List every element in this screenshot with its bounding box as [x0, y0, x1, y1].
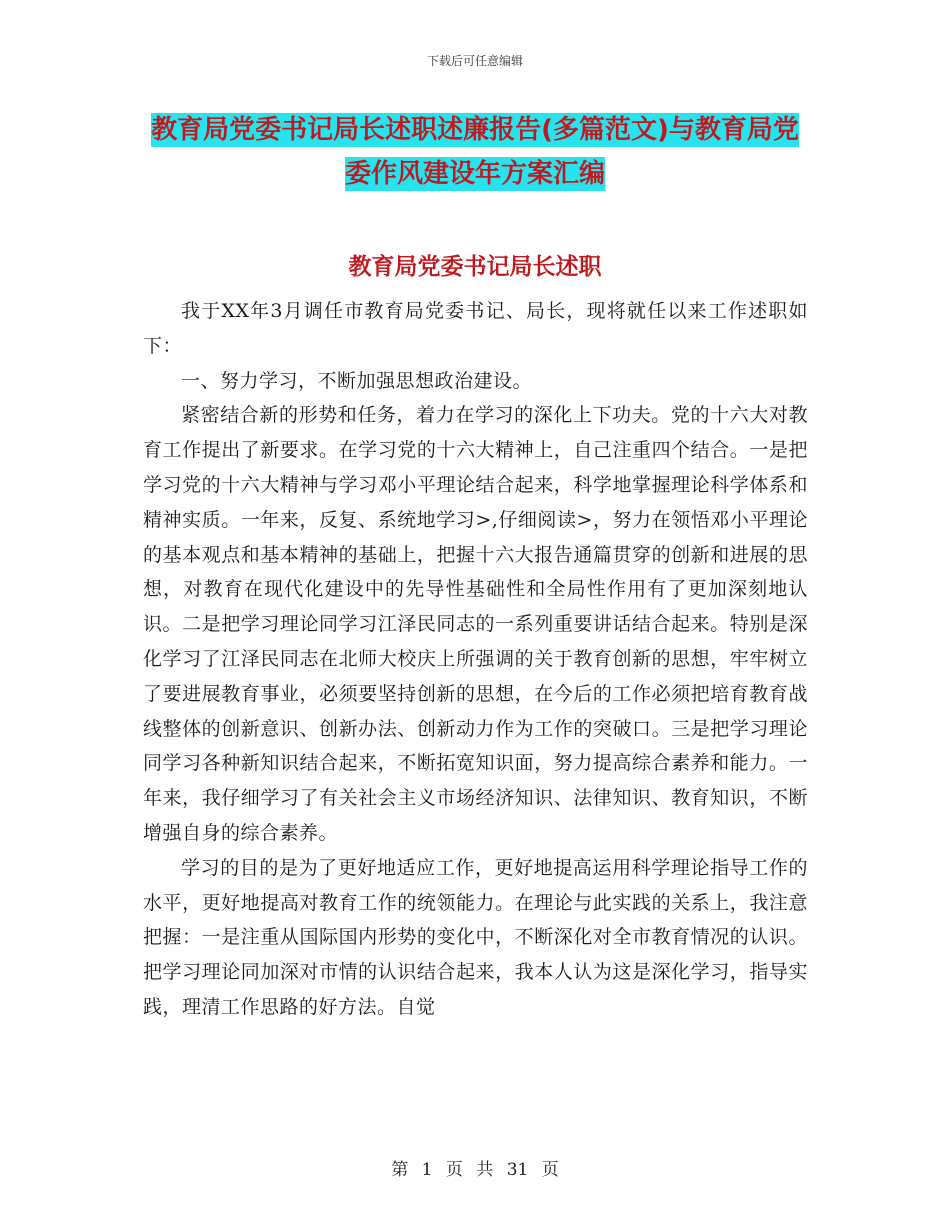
footer-page-unit: 页 [445, 1160, 463, 1180]
paragraph: 我于XX年3月调任市教育局党委书记、局长，现将就任以来工作述职如下： [143, 300, 808, 357]
paragraph: 学习的目的是为了更好地适应工作，更好地提高运用科学理论指导工作的水平，更好地提高对教育工作的统领能力。在理论与此实践的关系上，我注意把握：一是注重从国际国内形势的变化中，不断深化对全市教育情况的认识。把学习理论同加深对市情的认识结合起来，我本人认为这是深化学习，指导实践，理清工作思路的好方法。自觉 [143, 856, 808, 1018]
section-title: 教育局党委书记局长述职 [348, 254, 602, 280]
header-note: 下载后可任意编辑 [426, 54, 523, 68]
body-text [143, 294, 808, 1025]
page-number: 1 [421, 1160, 433, 1180]
footer-total-prefix: 共 [476, 1160, 494, 1180]
paragraph: 紧密结合新的形势和任务，着力在学习的深化上下功夫。党的十六大对教育工作提出了新要求。在学习党的十六大精神上，自己注重四个结合。一是把学习党的十六大精神与学习邓小平理论结合起来，科学地掌握理论科学体系和精神实质。一年来，反复、系统地学习>,仔细阅读>，努力在领悟邓小平理论的基本观点和基本精神的基础上，把握十六大报告通篇贯穿的创新和进展的思想，对教育在现代化建设中的先导性基础性和全局性作用有了更加深刻地认识。二是把学习理论同学习江泽民同志的一系列重要讲话结合起来。特别是深化学习了江泽民同志在北师大校庆上所强调的关于教育创新的思想，牢牢树立了要进展教育事业，必须要坚持创新的思想，在今后的工作必须把培育教育战线整体的创新意识、创新办法、创新动力作为工作的突破口。三是把学习理论同学习各种新知识结合起来，不断拓宽知识面，努力提高综合素养和能力。一年来，我仔细学习了有关社会主义市场经济知识、法律知识、教育知识，不断增强自身的综合素养。 [143, 404, 808, 844]
document-title [150, 108, 800, 196]
paragraph: 一、努力学习，不断加强思想政治建设。 [181, 369, 533, 392]
footer-prefix: 第 [391, 1160, 409, 1180]
total-pages: 31 [506, 1160, 529, 1180]
footer-total-unit: 页 [541, 1160, 559, 1180]
page-footer [0, 1155, 950, 1180]
document-title-text: 教育局党委书记局长述职述廉报告(多篇范文)与教育局党委作风建设年方案汇编 [151, 115, 799, 189]
